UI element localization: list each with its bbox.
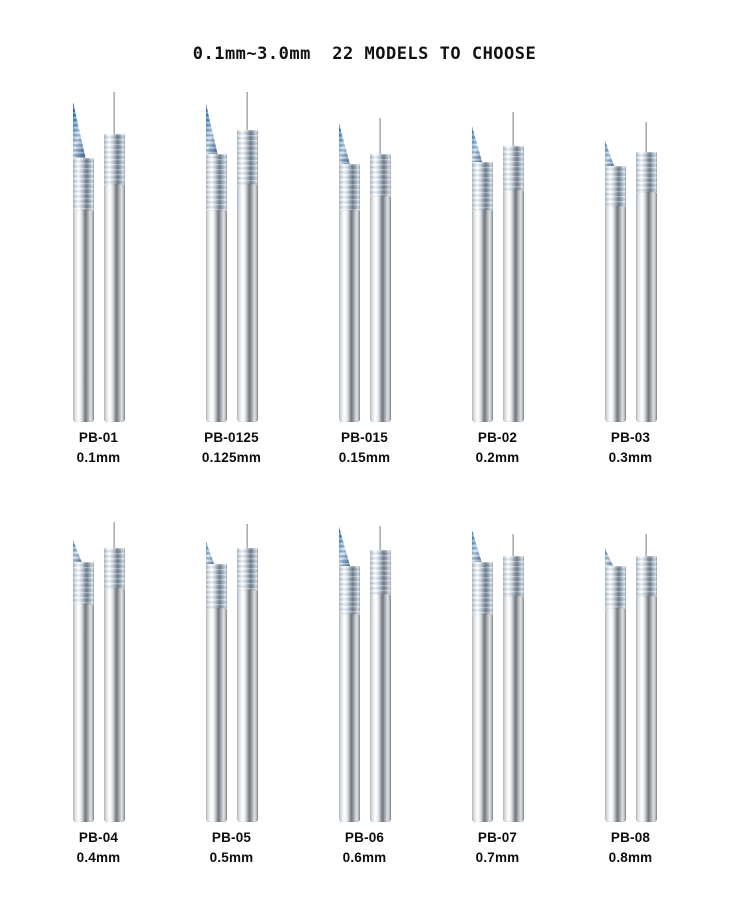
engraving-bit-left [472, 510, 493, 822]
bit-needle [246, 524, 248, 548]
bit-flute [73, 158, 94, 210]
bit-pair-image [182, 82, 282, 422]
product-row [0, 82, 729, 482]
bit-shank [339, 614, 360, 822]
engraving-bit-right [237, 524, 258, 822]
bit-shank [206, 608, 227, 822]
bit-flute [339, 566, 360, 614]
product-cell[interactable] [431, 482, 564, 882]
bit-flute [605, 566, 626, 608]
bit-needle [645, 534, 647, 556]
product-model: PB-08 [610, 830, 651, 845]
bit-shank [370, 196, 391, 422]
product-size: 0.2mm [475, 449, 520, 465]
bit-flute [503, 146, 524, 190]
engraving-bit-right [370, 526, 391, 822]
bit-needle [512, 112, 514, 146]
bit-needle [512, 534, 514, 556]
bit-needle [379, 526, 381, 550]
product-model: PB-0125 [204, 430, 259, 445]
product-model: PB-01 [78, 430, 119, 445]
bit-needle [379, 118, 381, 154]
product-model: PB-02 [477, 430, 518, 445]
product-size: 0.8mm [608, 849, 653, 865]
engraving-bit-right [104, 92, 125, 422]
engraving-bit-right [636, 122, 657, 422]
bit-flute [206, 154, 227, 210]
bit-shank [370, 594, 391, 822]
bit-needle [645, 122, 647, 152]
product-cell[interactable] [298, 482, 431, 882]
bit-shank [472, 210, 493, 422]
product-labels [77, 828, 121, 867]
bit-needle [113, 522, 115, 548]
product-size: 0.6mm [342, 849, 387, 865]
bit-pair-image [581, 82, 681, 422]
engraving-bit-right [104, 522, 125, 822]
bit-tip-coated [73, 82, 94, 158]
bit-shank [636, 596, 657, 822]
product-model: PB-03 [610, 430, 651, 445]
product-size: 0.15mm [338, 449, 391, 465]
bit-flute [472, 162, 493, 210]
bit-tip-coated [339, 102, 360, 164]
product-model: PB-05 [211, 830, 252, 845]
page-title: 0.1mm~3.0mm 22 MODELS TO CHOOSE [192, 44, 537, 64]
product-model: PB-04 [78, 830, 119, 845]
product-cell[interactable] [431, 82, 564, 482]
product-model: PB-015 [341, 430, 388, 445]
bit-shank [605, 206, 626, 422]
product-size: 0.4mm [76, 849, 121, 865]
bit-shank [237, 184, 258, 422]
bit-shank [605, 608, 626, 822]
product-labels [476, 828, 520, 867]
bit-shank [104, 588, 125, 822]
bit-pair-image [49, 482, 149, 822]
bit-flute [104, 548, 125, 588]
engraving-bit-left [73, 522, 94, 822]
engraving-bit-left [206, 520, 227, 822]
bit-pair-image [448, 482, 548, 822]
bit-shank [472, 614, 493, 822]
product-cell[interactable] [564, 82, 697, 482]
bit-flute [104, 134, 125, 184]
product-size: 0.3mm [608, 449, 653, 465]
bit-shank [636, 192, 657, 422]
product-labels [609, 428, 653, 467]
bit-needle [113, 92, 115, 134]
product-labels [476, 428, 520, 467]
product-labels [77, 428, 121, 467]
engraving-bit-right [237, 92, 258, 422]
product-labels [609, 828, 653, 867]
product-cell[interactable] [165, 482, 298, 882]
bit-pair-image [315, 482, 415, 822]
product-cell[interactable] [32, 82, 165, 482]
bit-tip-coated [605, 530, 626, 566]
product-model: PB-06 [344, 830, 385, 845]
bit-tip-coated [73, 522, 94, 562]
product-row [0, 482, 729, 882]
product-labels [343, 828, 387, 867]
engraving-bit-left [605, 122, 626, 422]
bit-flute [237, 548, 258, 590]
bit-shank [339, 210, 360, 422]
engraving-bit-right [503, 534, 524, 822]
bit-shank [73, 210, 94, 422]
bit-flute [206, 564, 227, 608]
bit-shank [104, 184, 125, 422]
engraving-bit-left [605, 530, 626, 822]
bit-shank [503, 190, 524, 422]
product-cell[interactable] [165, 82, 298, 482]
bit-tip-coated [206, 520, 227, 564]
bit-flute [339, 164, 360, 210]
engraving-bit-left [472, 104, 493, 422]
bit-tip-coated [339, 508, 360, 566]
engraving-bit-left [339, 102, 360, 422]
bit-flute [605, 166, 626, 206]
bit-tip-coated [472, 104, 493, 162]
product-size: 0.125mm [201, 449, 262, 465]
product-size: 0.1mm [76, 449, 121, 465]
bit-flute [237, 130, 258, 184]
bit-pair-image [49, 82, 149, 422]
bit-pair-image [448, 82, 548, 422]
engraving-bit-left [206, 82, 227, 422]
product-cell[interactable] [298, 82, 431, 482]
product-cell[interactable] [32, 482, 165, 882]
bit-shank [206, 210, 227, 422]
product-grid [0, 82, 729, 882]
bit-flute [370, 550, 391, 594]
bit-flute [370, 154, 391, 196]
bit-needle [246, 92, 248, 130]
engraving-bit-left [339, 508, 360, 822]
engraving-bit-right [503, 112, 524, 422]
bit-pair-image [182, 482, 282, 822]
bit-tip-coated [206, 82, 227, 154]
bit-flute [636, 152, 657, 192]
engraving-bit-right [636, 534, 657, 822]
product-labels [339, 428, 390, 467]
bit-shank [237, 590, 258, 822]
bit-pair-image [581, 482, 681, 822]
bit-shank [73, 604, 94, 822]
engraving-bit-left [73, 82, 94, 422]
product-labels [202, 428, 261, 467]
bit-shank [503, 596, 524, 822]
engraving-bit-right [370, 118, 391, 422]
product-size: 0.5mm [209, 849, 254, 865]
bit-tip-coated [472, 510, 493, 562]
product-labels [210, 828, 254, 867]
product-cell[interactable] [564, 482, 697, 882]
bit-flute [636, 556, 657, 596]
bit-flute [472, 562, 493, 614]
bit-pair-image [315, 82, 415, 422]
bit-flute [503, 556, 524, 596]
bit-flute [73, 562, 94, 604]
product-size: 0.7mm [475, 849, 520, 865]
bit-tip-coated [605, 122, 626, 166]
product-model: PB-07 [477, 830, 518, 845]
